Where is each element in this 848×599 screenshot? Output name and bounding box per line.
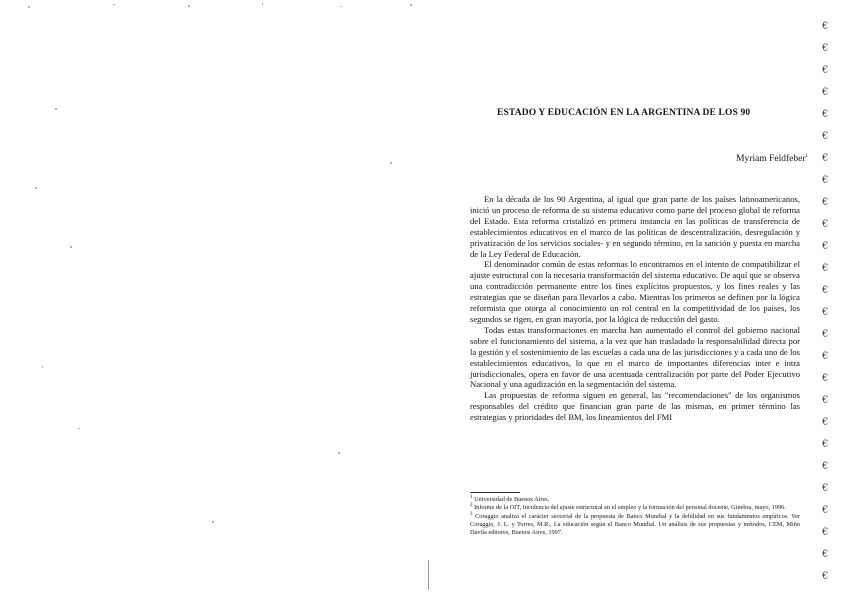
binding-mark-icon: €	[822, 417, 829, 428]
author-footnote-mark: 1	[805, 153, 808, 159]
body-text	[470, 194, 800, 423]
binding-mark-icon: €	[822, 175, 829, 186]
binding-mark-icon: €	[822, 65, 829, 76]
scan-speck	[338, 452, 340, 454]
scan-speck	[42, 366, 43, 368]
binding-mark-icon: €	[822, 21, 829, 32]
scan-speck	[70, 246, 72, 248]
scan-speck	[28, 6, 30, 8]
binding-mark-icon: €	[822, 351, 829, 362]
page-binding-edge	[818, 0, 848, 599]
footnote-text: Coraggio analiza el carácter sectorial de la propuesta de Banco Mundial y la debilidad en sus fundamentos empíricos. Ver Coraggio, J. L. y Torres, M.R., La educación según el Banco Mundial. Un análisis de sus propuestas y métodos, CEM, Miño Dávila editores, Buenos Aires, 1997.	[470, 512, 800, 537]
document-title: ESTADO Y EDUCACIÓN EN LA ARGENTINA DE LOS 90	[497, 108, 751, 118]
paragraph: Las propuestas de reforma siguen en general, las "recomendaciones" de los organismos responsables del crédito que financian gran parte de las mismas, en primer término las estrategias y prioridades del BM, los lineamientos del FMI	[470, 390, 800, 423]
scan-speck	[55, 108, 57, 110]
binding-mark-icon: €	[822, 263, 829, 274]
author-name	[718, 154, 808, 164]
binding-mark-icon: €	[822, 395, 829, 406]
binding-mark-icon: €	[822, 549, 829, 560]
binding-mark-icon: €	[822, 197, 829, 208]
binding-mark-icon: €	[822, 483, 829, 494]
binding-mark-icon: €	[822, 241, 829, 252]
scan-speck	[410, 4, 412, 6]
binding-mark-icon: €	[822, 571, 829, 582]
scan-speck	[35, 187, 37, 189]
footnote-text: Universidad de Buenos Aires.	[474, 496, 550, 503]
scan-speck	[78, 428, 80, 429]
scan-speck	[113, 4, 115, 5]
footnote	[470, 513, 800, 538]
scan-speck	[262, 3, 263, 5]
binding-mark-icon: €	[822, 461, 829, 472]
footnote-divider	[470, 492, 520, 493]
paragraph: Todas estas transformaciones en marcha han aumentado el control del gobierno nacional sobre el funcionamiento del sistema, a la vez que han trasladado la responsabilidad directa por la gestión y el sostenimiento de las escuelas a cada una de las jurisdicciones y a cada uno de los establecimientos educativos, lo que en el marco de importantes diferencias inter e intra jurisdiccionales, opera en favor de una acentuada centralización por parte del Poder Ejecutivo Nacional y una agudización en la segmentación del sistema.	[470, 324, 800, 390]
binding-mark-icon: €	[822, 87, 829, 98]
binding-mark-icon: €	[822, 43, 829, 54]
footnotes	[470, 496, 800, 537]
binding-mark-icon: €	[822, 307, 829, 318]
binding-mark-icon: €	[822, 527, 829, 538]
footnote-text: Informe de la OIT, Incidencia del ajuste estructural en el empleo y la formación del personal docente, Ginebra, mayo, 1996.	[474, 504, 786, 512]
scan-speck	[212, 521, 214, 523]
binding-mark-icon: €	[822, 505, 829, 516]
paragraph: En la década de los 90 Argentina, al igual que gran parte de los países latinoamericanos, inició un proceso de reforma de su sistema educativo como parte del proceso global de reforma del Estado. Esta reforma cristalizó en primera instancia en las políticas de transferencia de establecimientos educativos en el marco de las políticas de descentralización, desregulación y privatización de los servicios sociales- y en segundo término, en la sanción y puesta en marcha de la Ley Federal de Educación.	[470, 194, 800, 259]
binding-mark-icon: €	[822, 329, 829, 340]
scan-speck	[428, 560, 429, 590]
footnote-mark: 1	[470, 494, 473, 500]
binding-mark-icon: €	[822, 131, 829, 142]
binding-mark-icon: €	[822, 219, 829, 230]
author-name-text: Myriam Feldfeber	[736, 154, 806, 164]
footnote-mark: 3	[470, 511, 473, 517]
scan-speck	[188, 5, 190, 7]
binding-mark-icon: €	[822, 439, 829, 450]
scan-speck	[390, 162, 392, 164]
scan-speck	[340, 6, 342, 7]
binding-mark-icon: €	[822, 373, 829, 384]
footnote-mark: 2	[470, 503, 473, 509]
paragraph: El denominador común de estas reformas lo encontramos en el intento de compatibilizar el ajuste estructural con la necesaria transformación del sistema educativo. De aquí que se observa una contradicción permanente entre los fines explícitos propuestos, y los fines reales y las estrategias que se diseñan para llevarlos a cabo. Mientras los primeros se definen por la lógica reformista que otorga al conocimiento un rol central en la competitividad de los países, los segundos se rigen, en gran mayoría, por la lógica de reducción del gasto.	[470, 259, 800, 324]
footnote	[470, 504, 800, 512]
binding-mark-icon: €	[822, 109, 829, 120]
binding-mark-icon: €	[822, 285, 829, 296]
binding-mark-icon: €	[822, 153, 829, 164]
